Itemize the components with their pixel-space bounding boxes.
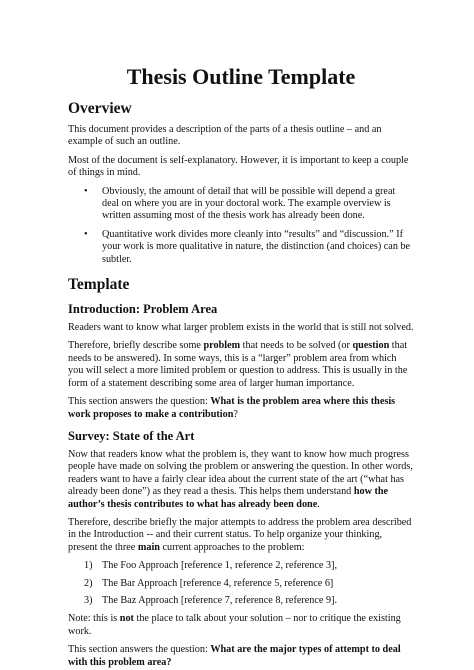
introduction-heading: Introduction: Problem Area (68, 302, 218, 317)
document-title: Thesis Outline Template (126, 64, 356, 89)
list-text: The Baz Approach [reference 7, reference 8, reference 9]. (102, 594, 338, 606)
list-number: 3) (84, 594, 93, 606)
survey-heading: Survey: State of the Art (68, 428, 195, 443)
list-number: 1) (84, 560, 93, 572)
text-run: Therefore, briefly describe some (68, 340, 204, 352)
guiding-question: What are the major types of attempt to deal with this problem area? (68, 644, 401, 668)
list-text: The Foo Approach [reference 1, reference 2, reference 3], (102, 560, 338, 572)
text-run: Note: this is (68, 613, 120, 625)
bullet-text: Obviously, the amount of detail that will be possible will depend a great deal on where you are in your doctoral work. The example overview is written assuming most of the thesis work has already been done. (102, 185, 396, 222)
list-item (84, 577, 414, 590)
introduction-paragraph-2 (68, 340, 414, 390)
list-text: The Bar Approach [reference 4, reference 5, reference 6] (102, 577, 334, 589)
survey-paragraph-3 (68, 644, 414, 669)
text-run: current approaches to the problem: (159, 541, 305, 553)
list-item (84, 185, 414, 223)
list-item (84, 594, 414, 607)
overview-bullet-list (68, 186, 414, 266)
introduction-paragraph-1: Readers want to know what larger problem exists in the world that is still not solved. (68, 322, 414, 334)
guiding-question: What is the problem area where this thesis work proposes to make a contribution (68, 396, 396, 420)
emphasis-problem: problem (203, 340, 241, 352)
list-item (84, 228, 414, 266)
list-number: 2) (84, 577, 93, 589)
list-item (84, 560, 414, 572)
bullet-icon: • (84, 228, 88, 240)
overview-paragraph-2: Most of the document is self-explanatory. However, it is important to keep a couple of things in mind. (68, 154, 409, 179)
text-run: This section answers the question: (68, 396, 211, 408)
survey-paragraph-2 (68, 517, 414, 554)
bullet-icon: • (84, 185, 88, 197)
approaches-list (68, 560, 414, 607)
text-run: This section answers the question: (68, 644, 211, 656)
introduction-paragraph-3 (68, 396, 414, 421)
emphasis-contribution: how the author’s thesis contributes to what has already been done (68, 486, 389, 510)
text-run: ? (233, 408, 238, 420)
text-run: that needs to be answered). In some ways, this is a “larger” problem area from which you will select a more limited problem or question to address. This is usually in the form of a statement describing some area of larger human importance. (68, 340, 408, 389)
text-run: the place to talk about your solution – nor to critique the existing work. (68, 613, 401, 637)
survey-paragraph-1 (68, 449, 414, 511)
bullet-text: Quantitative work divides more cleanly into “results” and “discussion.” If your work is more qualitative in nature, the distinction (and choices) can be subtler. (102, 228, 411, 265)
text-run: Therefore, describe briefly the major attempts to address the problem area described in the Introduction -- and their current status. To help organize your thinking, present the three (68, 516, 412, 553)
survey-note (68, 613, 414, 638)
template-heading: Template (68, 276, 130, 294)
emphasis-not: not (119, 613, 134, 625)
emphasis-question: question (352, 340, 390, 352)
overview-paragraph-1: This document provides a description of the parts of a thesis outline – and an example of such an outline. (68, 124, 382, 148)
text-run: . (317, 498, 320, 510)
overview-heading: Overview (68, 100, 132, 117)
emphasis-main: main (137, 541, 160, 553)
text-run: Now that readers know what the problem is, they want to know how much progress people have made on solving the problem or answering the question. In other words, readers want to have a fairly clear idea about the current state of the art (“what has already been done”) as they read a thesis. This helps them understand (68, 448, 413, 498)
text-run: that needs to be solved (or (240, 340, 353, 352)
